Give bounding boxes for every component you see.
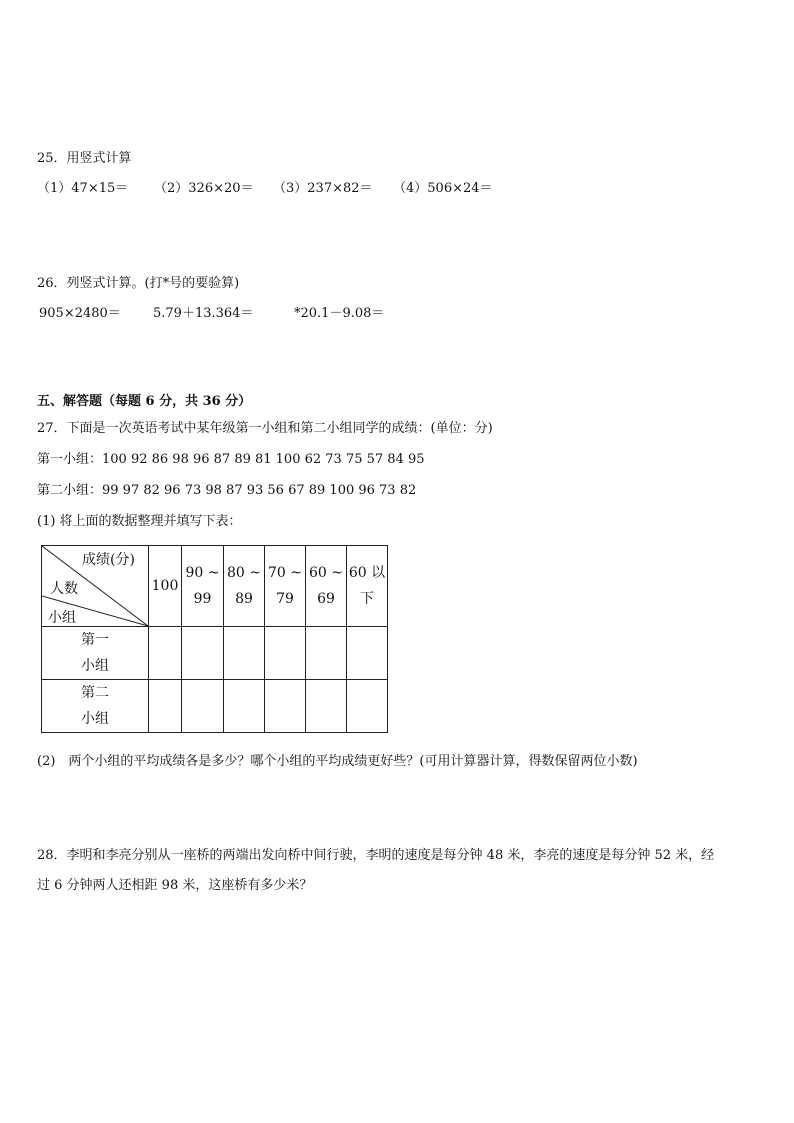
blank-answer-cell[interactable] bbox=[224, 680, 265, 733]
q27-group1-scores: 第一小组：100 92 86 98 96 87 89 81 100 62 73 75 57 84 95 bbox=[37, 452, 425, 467]
q26-item-1: 905×2480＝ bbox=[39, 306, 121, 321]
row-label-line-2: 小组 bbox=[81, 711, 109, 727]
section-5-title: 五、解答题（每题 6 分，共 36 分） bbox=[37, 394, 252, 409]
header-line-1: 60 以 bbox=[348, 565, 386, 581]
header-line-1: 90 ~ bbox=[185, 565, 220, 581]
q25-item-3: （3）237×82＝ bbox=[273, 181, 373, 196]
header-line-1: 80 ~ bbox=[227, 565, 261, 581]
header-line-2: 下 bbox=[360, 591, 374, 607]
header-line-1: 60 ~ bbox=[309, 565, 343, 581]
q27-sub1: (1) 将上面的数据整理并填写下表： bbox=[37, 514, 242, 529]
header-line-2: 69 bbox=[317, 591, 335, 607]
q25-title: 25．用竖式计算 bbox=[37, 151, 132, 166]
q26-item-2: 5.79＋13.364＝ bbox=[153, 306, 254, 321]
blank-answer-cell[interactable] bbox=[347, 680, 388, 733]
header-cell bbox=[149, 546, 182, 627]
header-cell bbox=[306, 546, 347, 627]
q28-line-1: 28．李明和李亮分别从一座桥的两端出发向桥中间行驶，李明的速度是每分钟 48 米，李亮的速度是每分钟 52 米，经 bbox=[37, 848, 715, 863]
header-cell bbox=[224, 546, 265, 627]
corner-label-score: 成绩(分) bbox=[82, 552, 135, 568]
score-table bbox=[41, 545, 388, 733]
q28-line-2: 过 6 分钟两人还相距 98 米，这座桥有多少米？ bbox=[37, 878, 313, 893]
header-cell bbox=[182, 546, 224, 627]
header-line-2: 99 bbox=[193, 591, 212, 607]
q26-title: 26．列竖式计算。(打*号的要验算) bbox=[37, 276, 240, 291]
header-line-1: 100 bbox=[151, 578, 179, 594]
row-label-line-2: 小组 bbox=[81, 658, 109, 674]
row-label-line-1: 第一 bbox=[81, 632, 109, 648]
table-row bbox=[42, 680, 388, 733]
blank-answer-cell[interactable] bbox=[149, 680, 182, 733]
header-cell bbox=[265, 546, 306, 627]
corner-label-group: 小组 bbox=[48, 610, 76, 626]
q27-group2-scores: 第二小组：99 97 82 96 73 98 87 93 56 67 89 100 96 73 82 bbox=[37, 483, 417, 498]
table-corner-cell bbox=[42, 546, 149, 627]
blank-answer-cell[interactable] bbox=[149, 627, 182, 680]
header-cell bbox=[347, 546, 388, 627]
header-line-2: 79 bbox=[276, 591, 294, 607]
q25-item-4: （4）506×24＝ bbox=[393, 181, 493, 196]
blank-answer-cell[interactable] bbox=[265, 627, 306, 680]
blank-answer-cell[interactable] bbox=[182, 680, 224, 733]
table-header-row bbox=[42, 546, 388, 627]
q26-item-3: *20.1－9.08＝ bbox=[294, 306, 385, 321]
row-label-line-1: 第二 bbox=[81, 685, 109, 701]
q27-title: 27．下面是一次英语考试中某年级第一小组和第二小组同学的成绩：(单位：分) bbox=[37, 421, 493, 436]
q27-sub2: (2) 两个小组的平均成绩各是多少？哪个小组的平均成绩更好些？(可用计算器计算，得数保留两位小数) bbox=[37, 754, 638, 769]
q25-item-2: （2）326×20＝ bbox=[154, 181, 254, 196]
blank-answer-cell[interactable] bbox=[265, 680, 306, 733]
header-line-2: 89 bbox=[235, 591, 253, 607]
blank-answer-cell[interactable] bbox=[306, 680, 347, 733]
blank-answer-cell[interactable] bbox=[224, 627, 265, 680]
blank-answer-cell[interactable] bbox=[182, 627, 224, 680]
corner-label-count: 人数 bbox=[50, 581, 78, 597]
header-line-1: 70 ~ bbox=[268, 565, 302, 581]
row-label-cell bbox=[42, 627, 149, 680]
row-label-cell bbox=[42, 680, 149, 733]
table-row bbox=[42, 627, 388, 680]
blank-answer-cell[interactable] bbox=[347, 627, 388, 680]
blank-answer-cell[interactable] bbox=[306, 627, 347, 680]
q25-item-1: （1）47×15＝ bbox=[37, 181, 129, 196]
